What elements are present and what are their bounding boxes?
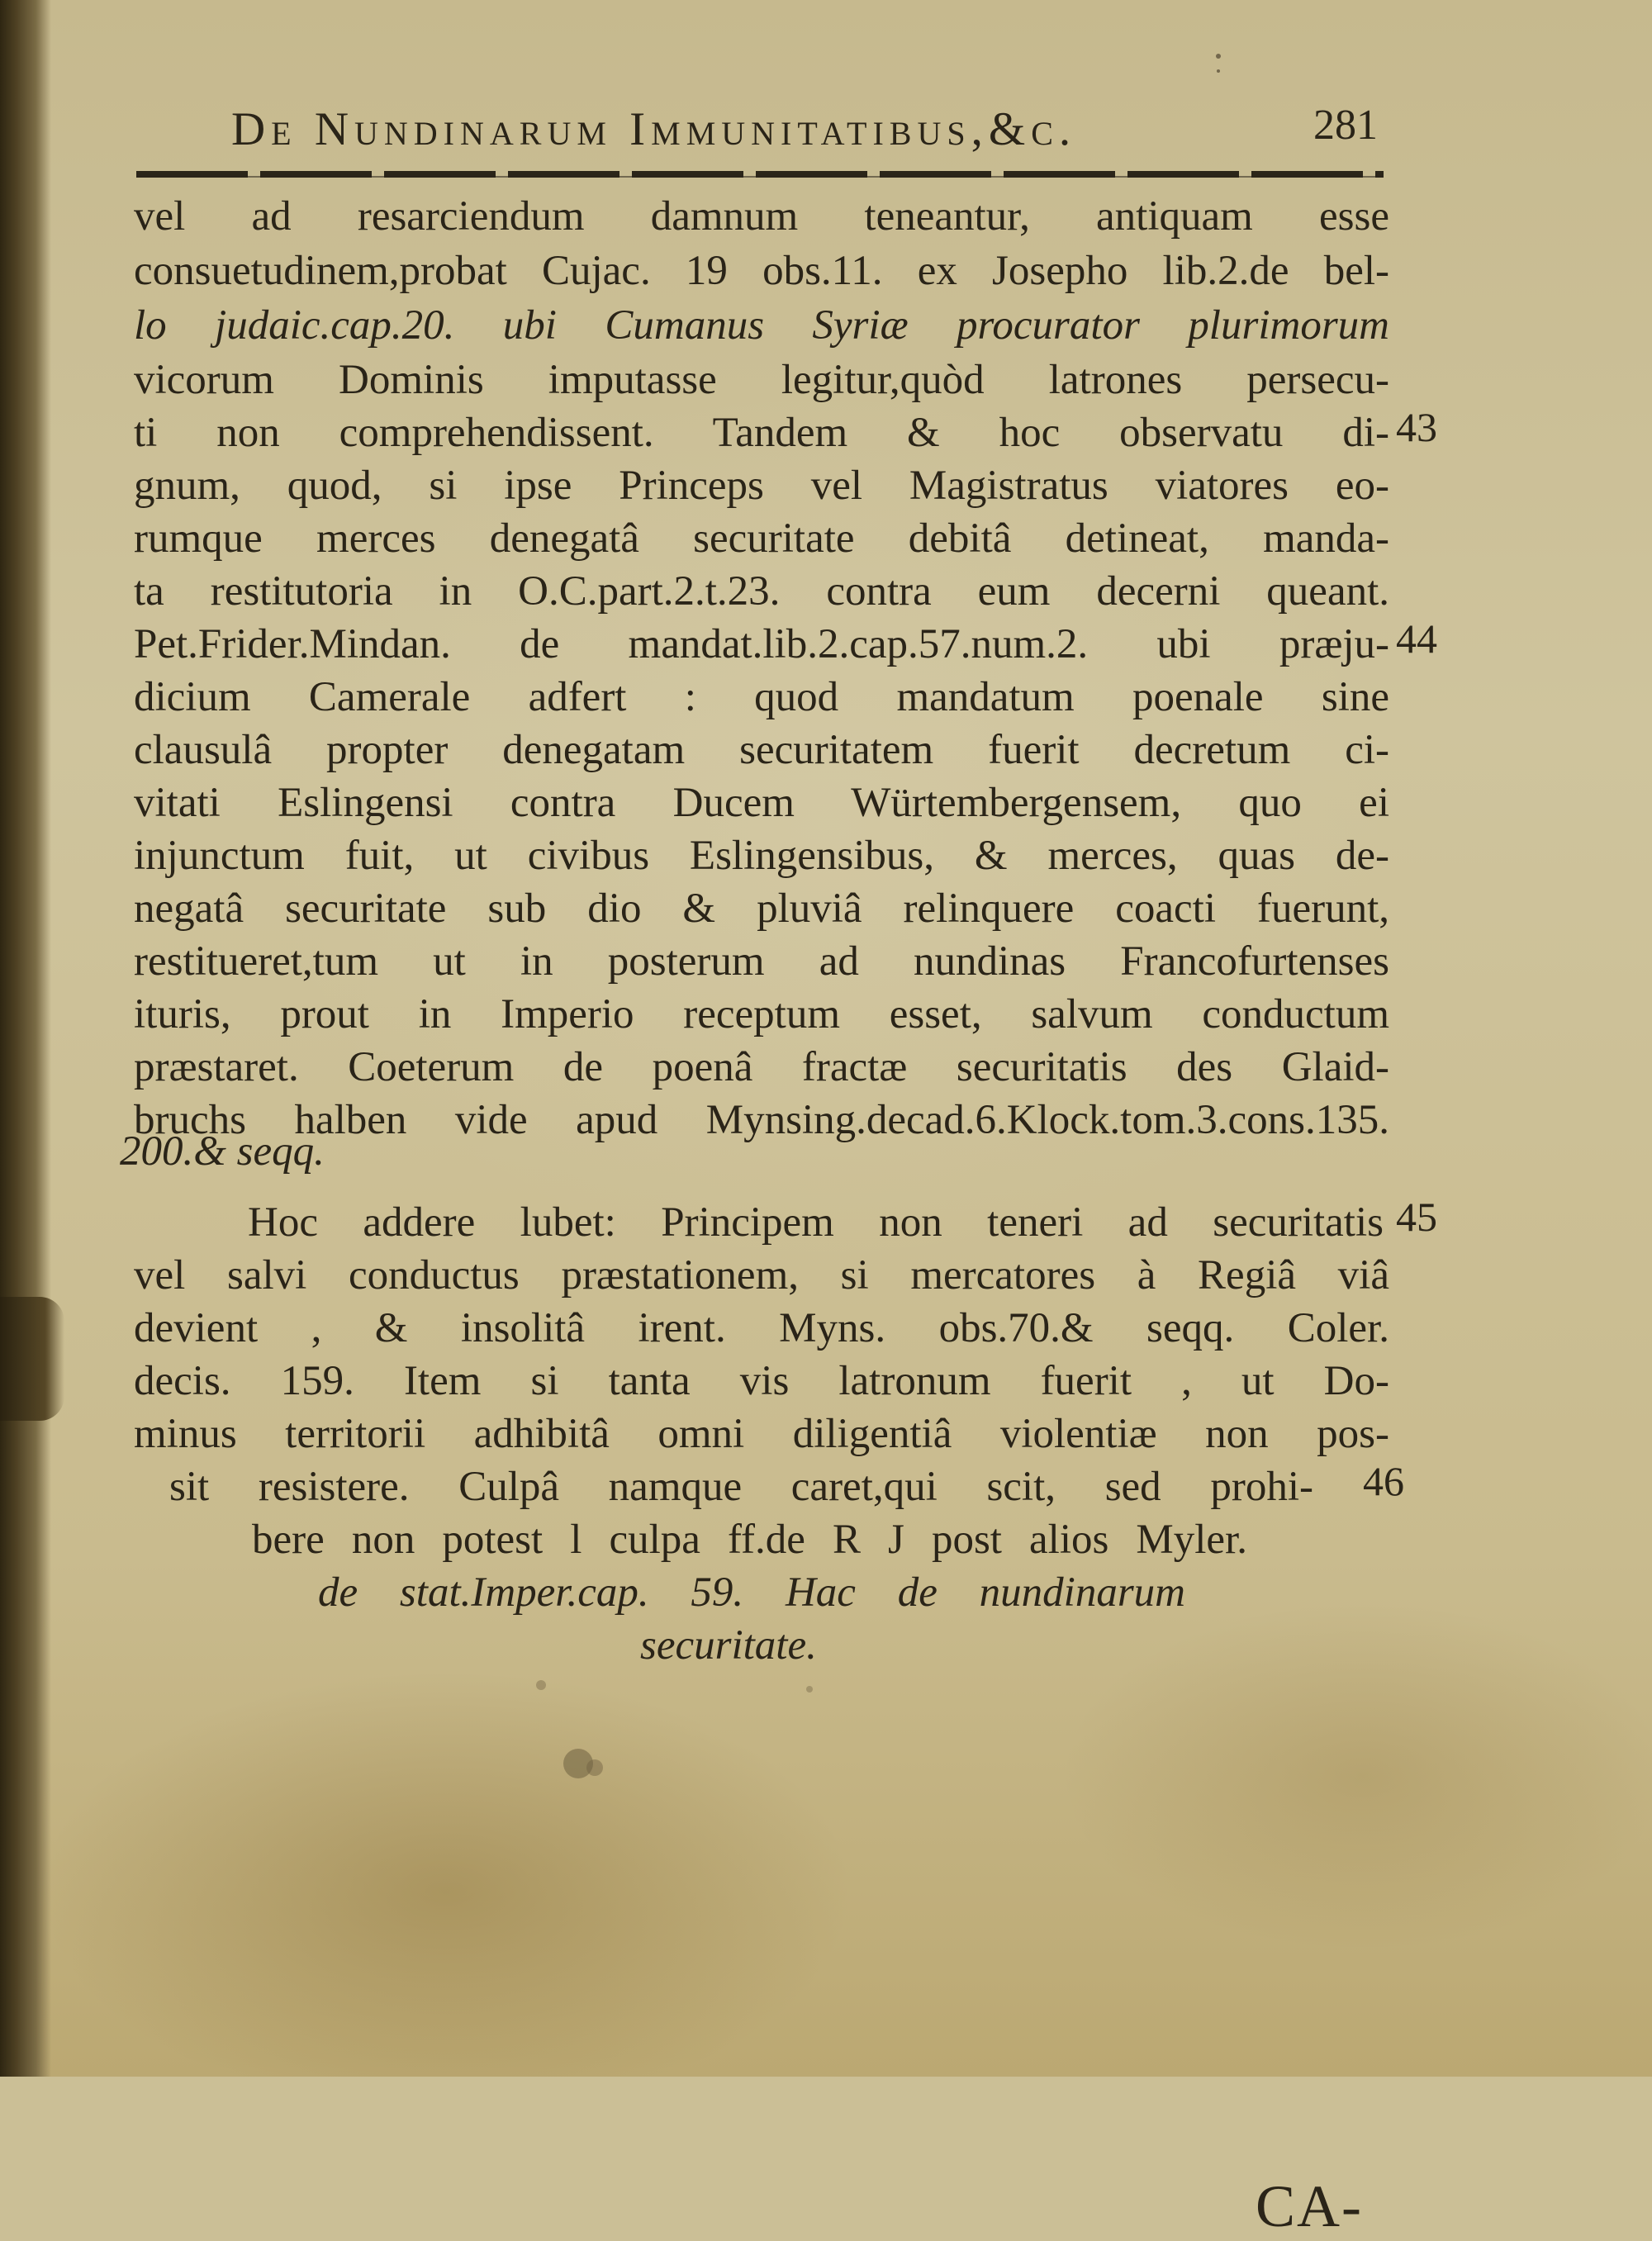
text-line: Hoc addere lubet: Principem non teneri ad securitatis [248, 1199, 1384, 1246]
margin-number: 45 [1396, 1194, 1437, 1240]
text-line: bruchs halben vide apud Mynsing.decad.6.Klock.tom.3.cons.135. [134, 1097, 1389, 1143]
text-line: ta restitutoria in O.C.part.2.t.23. contra eum decerni queant. [134, 568, 1389, 615]
margin-number: 46 [1363, 1458, 1404, 1504]
text-line: securitate. [640, 1622, 817, 1669]
text-line: sit resistere. Culpâ namque caret,qui scit, sed prohi- [169, 1464, 1313, 1510]
page-number: 281 [1313, 102, 1378, 149]
text-line: vicorum Dominis imputasse legitur,quòd latrones persecu- [134, 357, 1389, 403]
text-line: vel ad resarciendum damnum teneantur, antiquam esse [134, 193, 1389, 240]
text-line: clausulâ propter denegatam securitatem fuerit decretum ci- [134, 727, 1389, 773]
text-line: consuetudinem,probat Cujac. 19 obs.11. ex Josepho lib.2.de bel- [134, 248, 1389, 294]
margin-number: 43 [1396, 404, 1437, 450]
text-line: rumque merces denegatâ securitate debitâ detineat, manda- [134, 515, 1389, 562]
margin-number: 44 [1396, 615, 1437, 662]
binding-gutter [0, 0, 51, 2077]
text-line: dicium Camerale adfert : quod mandatum poenale sine [134, 674, 1389, 720]
text-line: negatâ securitate sub dio & pluviâ relinquere coacti fuerunt, [134, 885, 1389, 932]
text-line: devient , & insolitâ irent. Myns. obs.70.& seqq. Coler. [134, 1305, 1389, 1351]
text-line: vitati Eslingensi contra Ducem Würtembergensem, quo ei [134, 780, 1389, 826]
catchword: CA- [1256, 2173, 1363, 2239]
binding-tab [0, 1297, 64, 1421]
text-line: bere non potest l culpa ff.de R J post alios Myler. [252, 1517, 1247, 1563]
header-rule [136, 171, 1384, 178]
text-line: vel salvi conductus præstationem, si mercatores à Regiâ viâ [134, 1252, 1389, 1299]
text-line: 200.& seqq. [120, 1128, 325, 1175]
text-line: decis. 159. Item si tanta vis latronum fuerit , ut Do- [134, 1358, 1389, 1404]
text-line: ti non comprehendissent. Tandem & hoc observatu di- [134, 410, 1389, 456]
text-line: injunctum fuit, ut civibus Eslingensibus, & merces, quas de- [134, 833, 1389, 879]
text-line: præstaret. Coeterum de poenâ fractæ securitatis des Glaid- [134, 1044, 1389, 1090]
text-line: restitueret,tum ut in posterum ad nundinas Francofurtenses [134, 938, 1389, 985]
text-line: gnum, quod, si ipse Princeps vel Magistratus viatores eo- [134, 463, 1389, 509]
text-line: lo judaic.cap.20. ubi Cumanus Syriæ procurator plurimorum [134, 302, 1389, 349]
running-head-title: De Nundinarum Immunitatibus,&c. [231, 103, 1077, 155]
text-line: ituris, prout in Imperio receptum esset, salvum conductum [134, 991, 1389, 1037]
text-line: de stat.Imper.cap. 59. Hac de nundinarum [318, 1569, 1185, 1616]
text-line: Pet.Frider.Mindan. de mandat.lib.2.cap.57.num.2. ubi præju- [134, 621, 1389, 667]
text-line: minus territorii adhibitâ omni diligentiâ violentiæ non pos- [134, 1411, 1389, 1457]
